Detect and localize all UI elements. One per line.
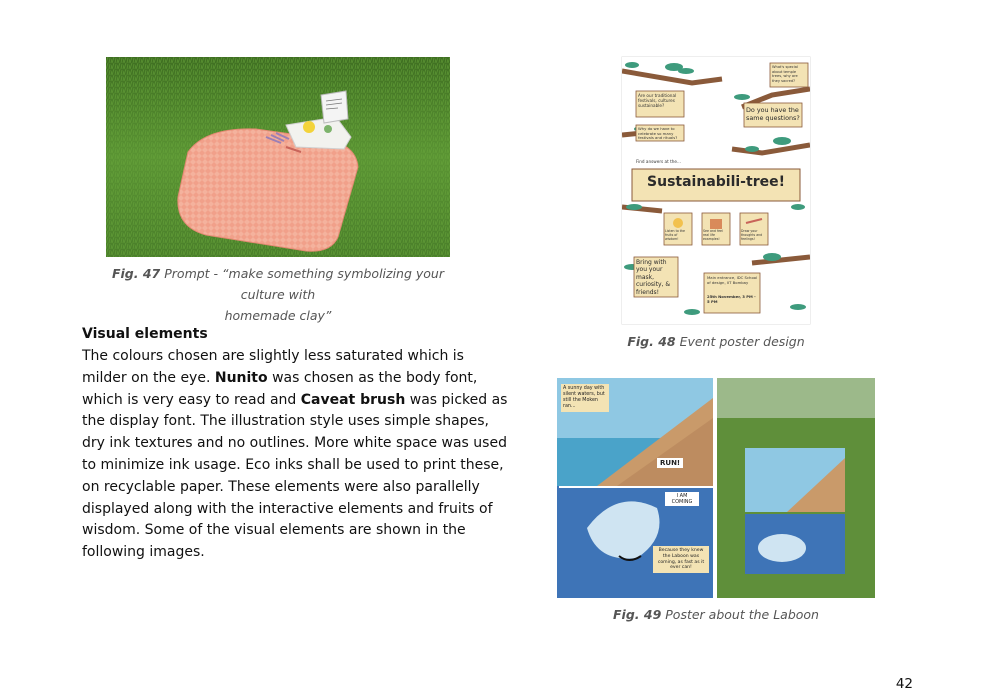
body-line: the display font. The illustration style uses simple shapes,: [82, 413, 489, 430]
laboon-panel1-text: A sunny day with silent waters, but still the Moken ran...: [561, 384, 609, 412]
body-line: The colours chosen are slightly less saturated which is: [82, 348, 464, 364]
body-text: was chosen as the body font,: [267, 369, 478, 386]
poster-bring: Bring with you your mask, curiosity, & friends!: [636, 259, 671, 296]
body-line: following images.: [82, 544, 205, 561]
poster-question-1: Are our traditional festivals, cultures sustainable?: [638, 93, 677, 108]
body-line: wisdom. Some of the visual elements are shown in the: [82, 522, 466, 539]
body-text: which is very easy to read and: [82, 391, 301, 408]
fig47-caption-line1: Prompt - “make something symbolizing your culture with: [164, 266, 444, 302]
fig49-label: Fig. 49: [613, 607, 662, 622]
section-body: [82, 346, 508, 564]
page-number: 42: [895, 676, 913, 692]
clay-on-grass-image: [106, 57, 450, 257]
fig49-caption: [600, 604, 832, 625]
fig47-caption: [95, 263, 461, 326]
body-line: on recyclable paper. These elements were also parallelly: [82, 478, 480, 495]
caveat-font-name: Caveat brush: [300, 391, 406, 408]
fig47-photo: [106, 57, 450, 257]
laboon-coming-text: I AM COMING: [665, 492, 699, 506]
poster-question-3: What's special about temple trees, why are they sacred?: [772, 65, 798, 83]
body-text: milder on the eye.: [82, 369, 215, 386]
poster-question-2: Why do we have to celebrate so many festivals and rituals?: [638, 126, 678, 140]
fig48-poster: [622, 57, 810, 324]
fig48-caption: [600, 331, 832, 352]
body-line: [82, 390, 508, 412]
poster-question-4: Do you have the same questions?: [746, 106, 800, 122]
poster-date: 25th November, 3 PM - 5 PM: [707, 294, 756, 304]
body-line: [82, 368, 484, 390]
nunito-font-name: Nunito: [214, 369, 268, 386]
laboon-panel2-text: Because they knew the Laboon was coming, as fast as it ever can!: [653, 546, 709, 573]
poster-title: Sustainabili-tree!: [647, 174, 785, 190]
fig47-label: Fig. 47: [111, 266, 161, 281]
fig48-label: Fig. 48: [627, 334, 676, 349]
poster-venue: Main entrance, IDC School of design, IIT Bombay: [707, 275, 758, 285]
poster-activity-2: See and feel real life examples!: [703, 229, 723, 241]
body-line: dry ink textures and no outlines. More white space was used: [82, 435, 507, 452]
fig48-caption-text: Event poster design: [679, 334, 805, 349]
body-text: was picked as: [405, 391, 508, 408]
body-line: to minimize ink usage. Eco inks shall be used to print these,: [82, 456, 504, 473]
poster-activity-3: Draw your thoughts and feelings!: [741, 229, 763, 241]
fig49-caption-text: Poster about the Laboon: [665, 607, 819, 622]
fig47-caption-line2: homemade clay”: [224, 308, 332, 323]
poster-activity-1: Listen to the fruits of wisdom!: [665, 229, 686, 241]
laboon-run-text: RUN!: [657, 458, 683, 468]
fig49-images: [557, 378, 875, 598]
section-heading: Visual elements: [82, 326, 208, 342]
body-line: displayed along with the interactive elements and fruits of: [82, 500, 493, 517]
poster-find-answers: Find answers at the...: [636, 159, 681, 164]
